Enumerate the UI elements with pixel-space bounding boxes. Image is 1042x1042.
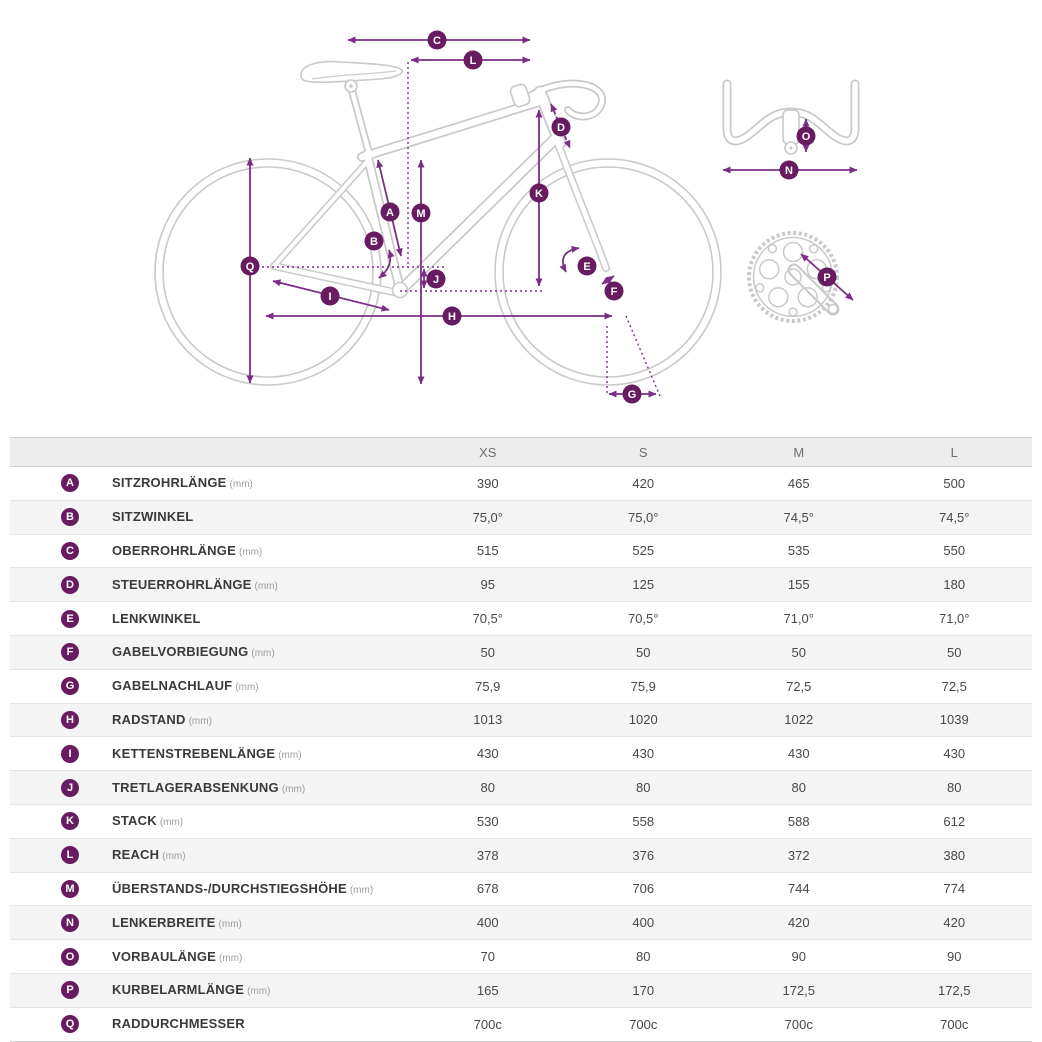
row-label: GABELVORBIEGUNG	[112, 644, 249, 660]
value-s: 80	[636, 949, 651, 965]
value-s: 170	[632, 982, 655, 998]
row-letter-badge: P	[61, 981, 79, 999]
row-badge-cell	[10, 812, 112, 830]
value-m: 1022	[784, 712, 814, 728]
badge-C	[428, 31, 447, 50]
row-label-cell	[112, 1015, 410, 1033]
value-l: 550	[943, 543, 966, 559]
column-header-s: S	[638, 444, 648, 460]
row-letter-badge: Q	[61, 1015, 79, 1033]
svg-text:A: A	[386, 207, 394, 219]
row-badge-cell	[10, 1015, 112, 1033]
row-label-cell	[112, 474, 410, 492]
steering-axis-dotted-line	[626, 316, 660, 396]
row-label: REACH	[112, 847, 160, 863]
value-xs: 95	[480, 577, 495, 593]
row-unit: (mm)	[162, 851, 186, 863]
row-label-cell	[112, 610, 410, 628]
row-unit: (mm)	[238, 546, 263, 558]
row-label-cell	[112, 779, 410, 797]
value-l: 612	[943, 813, 966, 829]
row-label-cell	[112, 812, 410, 830]
row-label-cell	[112, 711, 410, 729]
badge-I	[321, 287, 340, 306]
row-unit: (mm)	[219, 952, 243, 964]
table-row	[10, 805, 1032, 839]
svg-text:G: G	[627, 389, 637, 401]
badge-F	[605, 282, 624, 301]
table-row	[10, 467, 1032, 501]
value-s: 125	[632, 577, 655, 593]
value-xs: 378	[476, 847, 499, 863]
value-l: 74,5°	[938, 509, 970, 525]
value-xs: 75,0°	[472, 509, 503, 525]
row-badge-cell	[10, 981, 112, 999]
row-badge-cell	[10, 610, 112, 628]
front-wheel	[495, 159, 721, 385]
table-row	[10, 501, 1032, 535]
value-l: 420	[943, 915, 966, 931]
svg-text:I: I	[328, 291, 332, 303]
value-s: 50	[636, 644, 651, 660]
badge-P	[818, 268, 837, 287]
badge-E	[578, 257, 597, 276]
row-label-cell	[112, 576, 410, 594]
row-label-cell	[112, 948, 410, 966]
value-s: 1020	[628, 712, 658, 728]
badge-G	[623, 385, 642, 404]
row-letter-badge: N	[61, 914, 79, 932]
row-label: TRETLAGERABSENKUNG	[112, 779, 279, 795]
row-letter-badge: G	[61, 677, 79, 695]
value-s: 525	[632, 543, 655, 559]
row-letter-badge: O	[61, 948, 79, 966]
value-xs: 700c	[473, 1016, 502, 1032]
row-letter-badge: F	[61, 643, 79, 661]
row-letter-badge: J	[61, 779, 79, 797]
value-l: 380	[943, 847, 966, 863]
row-label-cell	[112, 880, 410, 898]
row-badge-cell	[10, 745, 112, 763]
table-row	[10, 568, 1032, 602]
row-unit: (mm)	[188, 715, 212, 727]
svg-text:B: B	[370, 236, 378, 248]
value-l: 774	[943, 881, 966, 897]
column-header-l: L	[950, 444, 958, 460]
svg-text:L: L	[469, 55, 477, 67]
row-badge-cell	[10, 474, 112, 492]
row-unit: (mm)	[159, 817, 184, 829]
value-xs: 515	[476, 543, 499, 559]
value-l: 180	[943, 577, 966, 593]
badge-H	[443, 307, 462, 326]
table-row	[10, 737, 1032, 771]
badge-N	[780, 161, 799, 180]
row-unit: (mm)	[218, 918, 242, 930]
row-unit: (mm)	[235, 682, 259, 694]
row-letter-badge: K	[61, 812, 79, 830]
table-row	[10, 636, 1032, 670]
bike-geometry-diagram	[0, 0, 1042, 437]
badge-L	[464, 51, 483, 70]
row-label: SITZROHRLÄNGE	[112, 475, 227, 491]
svg-text:E: E	[583, 261, 591, 273]
value-xs: 80	[480, 780, 495, 796]
row-label: STACK	[112, 813, 157, 829]
svg-text:K: K	[535, 188, 543, 200]
value-s: 80	[636, 780, 651, 796]
row-label: LENKWINKEL	[112, 610, 201, 626]
value-l: 90	[947, 949, 962, 965]
value-s: 70,5°	[627, 611, 659, 627]
row-badge-cell	[10, 576, 112, 594]
row-badge-cell	[10, 711, 112, 729]
value-s: 420	[632, 475, 655, 491]
value-xs: 678	[476, 881, 499, 897]
dim-E-headangle-arc	[563, 248, 579, 272]
row-label-cell	[112, 677, 410, 695]
value-m: 72,5	[786, 678, 812, 694]
badge-D	[552, 118, 571, 137]
value-m: 465	[787, 475, 810, 491]
row-letter-badge: D	[61, 576, 79, 594]
column-header-m: M	[793, 444, 805, 460]
row-letter-badge: I	[61, 745, 79, 763]
value-m: 700c	[784, 1016, 813, 1032]
row-label-cell	[112, 981, 410, 999]
geometry-diagram	[0, 0, 1042, 437]
value-xs: 75,9	[475, 678, 501, 694]
value-s: 430	[632, 746, 655, 762]
row-label: SITZWINKEL	[112, 509, 194, 525]
row-unit: (mm)	[281, 783, 306, 795]
row-unit: (mm)	[229, 479, 253, 491]
table-row	[10, 1008, 1032, 1042]
value-s: 75,0°	[627, 509, 659, 525]
row-unit: (mm)	[251, 648, 275, 660]
saddle	[301, 62, 402, 92]
value-l: 72,5	[941, 678, 967, 694]
row-unit: (mm)	[278, 749, 302, 761]
row-label: RADSTAND	[112, 711, 186, 727]
badge-J	[427, 270, 446, 289]
value-m: 50	[791, 644, 806, 660]
svg-text:M: M	[416, 208, 426, 220]
row-letter-badge: A	[61, 474, 79, 492]
value-m: 155	[787, 577, 810, 593]
row-letter-badge: L	[61, 846, 79, 864]
value-l: 1039	[939, 712, 969, 728]
row-label: STEUERROHRLÄNGE	[112, 576, 252, 592]
value-l: 71,0°	[938, 611, 970, 627]
value-s: 558	[632, 813, 655, 829]
row-label-cell	[112, 508, 410, 526]
badge-B	[365, 232, 384, 251]
value-xs: 530	[476, 813, 499, 829]
row-label: KURBELARMLÄNGE	[112, 982, 245, 998]
row-label-cell	[112, 643, 410, 661]
value-xs: 390	[476, 475, 499, 491]
value-s: 376	[632, 847, 655, 863]
value-m: 80	[791, 780, 806, 796]
value-m: 744	[787, 881, 810, 897]
value-s: 400	[632, 915, 655, 931]
row-label: RADDURCHMESSER	[112, 1016, 245, 1032]
svg-text:N: N	[785, 165, 793, 177]
svg-text:F: F	[610, 286, 618, 298]
row-badge-cell	[10, 779, 112, 797]
value-l: 80	[947, 780, 962, 796]
table-row	[10, 940, 1032, 974]
rear-wheel	[155, 159, 381, 385]
value-l: 172,5	[937, 982, 971, 998]
value-s: 700c	[629, 1016, 658, 1032]
table-row	[10, 839, 1032, 873]
brake-hood	[509, 83, 531, 108]
table-row	[10, 974, 1032, 1008]
value-m: 71,0°	[783, 611, 814, 627]
value-xs: 165	[476, 982, 499, 998]
svg-text:O: O	[801, 131, 811, 143]
table-row	[10, 670, 1032, 704]
row-letter-badge: H	[61, 711, 79, 729]
value-l: 500	[943, 475, 966, 491]
badge-A	[381, 203, 400, 222]
row-unit: (mm)	[247, 986, 271, 998]
value-xs: 400	[476, 915, 499, 931]
value-s: 75,9	[630, 678, 656, 694]
row-label: OBERROHRLÄNGE	[112, 542, 236, 558]
frame-core	[274, 84, 855, 309]
row-unit: (mm)	[349, 884, 374, 896]
table-row	[10, 602, 1032, 636]
row-label: GABELNACHLAUF	[112, 678, 233, 694]
row-label: LENKERBREITE	[112, 914, 216, 930]
value-xs: 430	[476, 746, 499, 762]
row-label: ÜBERSTANDS-/DURCHSTIEGSHÖHE	[112, 880, 347, 896]
row-badge-cell	[10, 508, 112, 526]
table-row	[10, 873, 1032, 907]
table-row	[10, 535, 1032, 569]
row-unit: (mm)	[254, 580, 278, 592]
value-m: 430	[787, 746, 810, 762]
value-l: 430	[943, 746, 966, 762]
svg-text:Q: Q	[245, 261, 255, 273]
value-m: 535	[787, 543, 810, 559]
table-row	[10, 906, 1032, 940]
value-l: 700c	[940, 1016, 969, 1032]
geometry-table	[10, 437, 1032, 1042]
svg-text:P: P	[823, 272, 831, 284]
row-badge-cell	[10, 643, 112, 661]
badge-O	[797, 127, 816, 146]
dimension-arrows	[250, 40, 857, 394]
row-badge-cell	[10, 846, 112, 864]
value-m: 74,5°	[783, 509, 814, 525]
value-xs: 50	[480, 644, 495, 660]
row-letter-badge: C	[61, 542, 79, 560]
svg-text:D: D	[557, 122, 565, 134]
column-header-xs: XS	[479, 444, 497, 460]
row-badge-cell	[10, 542, 112, 560]
row-letter-badge: M	[61, 880, 79, 898]
value-s: 706	[632, 881, 655, 897]
geometry-table-header	[10, 437, 1032, 467]
value-xs: 1013	[473, 712, 503, 728]
row-letter-badge: B	[61, 508, 79, 526]
svg-text:J: J	[432, 274, 440, 286]
badge-M	[412, 204, 431, 223]
row-label-cell	[112, 542, 410, 560]
bottom-bracket	[393, 283, 408, 298]
badge-K	[530, 184, 549, 203]
table-row	[10, 771, 1032, 805]
value-m: 172,5	[782, 982, 816, 998]
value-m: 588	[787, 813, 810, 829]
svg-text:H: H	[448, 311, 456, 323]
row-badge-cell	[10, 948, 112, 966]
row-label-cell	[112, 745, 410, 763]
svg-text:C: C	[433, 35, 441, 47]
value-l: 50	[947, 644, 962, 660]
row-label: VORBAULÄNGE	[112, 948, 217, 964]
value-m: 90	[791, 949, 806, 965]
table-row	[10, 704, 1032, 738]
handlebar-top-view	[783, 110, 799, 154]
row-badge-cell	[10, 880, 112, 898]
value-m: 372	[787, 847, 810, 863]
value-xs: 70	[480, 949, 495, 965]
row-badge-cell	[10, 677, 112, 695]
geometry-table-body	[10, 467, 1032, 1042]
value-xs: 70,5°	[472, 611, 503, 627]
row-badge-cell	[10, 914, 112, 932]
row-letter-badge: E	[61, 610, 79, 628]
row-label: KETTENSTREBENLÄNGE	[112, 745, 276, 761]
row-label-cell	[112, 846, 410, 864]
value-m: 420	[787, 915, 810, 931]
row-label-cell	[112, 914, 410, 932]
badge-Q	[241, 257, 260, 276]
